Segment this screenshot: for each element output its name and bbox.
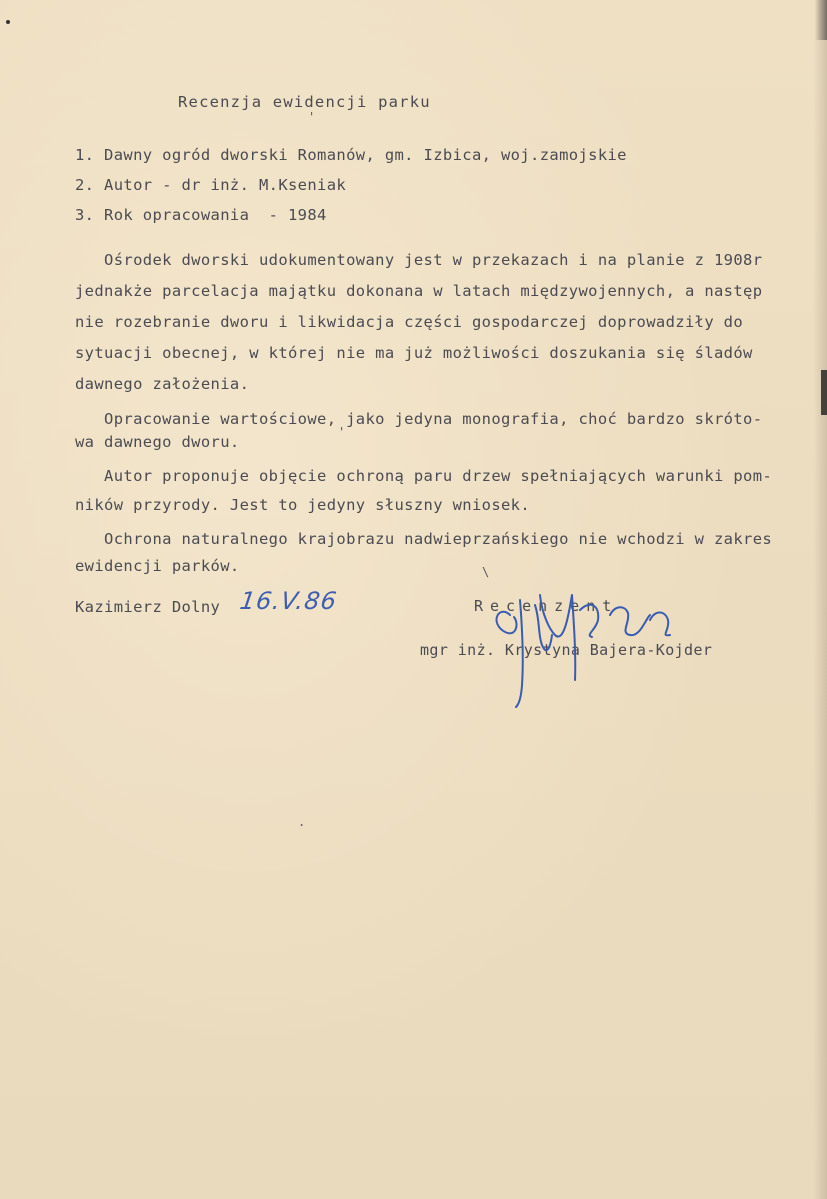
body-line: wa dawnego dworu.: [75, 433, 240, 451]
signature-stroke: [516, 600, 523, 707]
signature-stroke: [497, 612, 517, 634]
page-edge-shadow: [813, 0, 827, 1199]
handwritten-signature: [480, 575, 700, 715]
signature-stroke: [650, 613, 670, 636]
corner-shadow: [815, 0, 827, 40]
reviewer-name: mgr inż. Krystyna Bajera-Kojder: [420, 641, 713, 659]
body-line: nie rozebranie dworu i likwidacja części gospodarczej doprowadziły do: [75, 313, 744, 331]
signature-stroke: [610, 607, 650, 635]
body-line: jednakże parcelacja majątku dokonana w latach międzywojennych, a następ: [75, 282, 763, 300]
edge-tab: [821, 370, 827, 415]
margin-mark: [6, 20, 10, 24]
handwritten-date: 16.V.86: [238, 587, 339, 615]
stray-mark: .: [298, 815, 306, 829]
item-2: 2. Autor - dr inż. M.Kseniak: [75, 176, 347, 194]
stray-mark: \: [482, 565, 490, 579]
body-line: dawnego założenia.: [75, 375, 250, 393]
body-line: Opracowanie wartościowe, jako jedyna monografia, choć bardzo skróto-: [75, 410, 763, 428]
body-line: sytuacji obecnej, w której nie ma już możliwości doszukania się śladów: [75, 344, 753, 362]
body-line: Autor proponuje objęcie ochroną paru drzew spełniających warunki pom-: [75, 467, 773, 485]
document-title: Recenzja ewidencji parku: [178, 93, 431, 111]
place-name: Kazimierz Dolny: [75, 598, 221, 616]
reviewer-label: Recenzent: [474, 597, 619, 615]
body-line: Ochrona naturalnego krajobrazu nadwieprzańskiego nie wchodzi w zakres: [75, 530, 773, 548]
item-3: 3. Rok opracowania - 1984: [75, 206, 327, 224]
stray-mark: ': [308, 110, 316, 124]
stray-mark: ': [338, 425, 346, 439]
signature-stroke: [580, 605, 598, 637]
body-line: ewidencji parków.: [75, 557, 240, 575]
item-1: 1. Dawny ogród dworski Romanów, gm. Izbica, woj.zamojskie: [75, 146, 627, 164]
body-line: ników przyrody. Jest to jedyny słuszny wniosek.: [75, 496, 531, 514]
signature-stroke: [540, 595, 575, 680]
body-line: Ośrodek dworski udokumentowany jest w przekazach i na planie z 1908r: [75, 251, 763, 269]
